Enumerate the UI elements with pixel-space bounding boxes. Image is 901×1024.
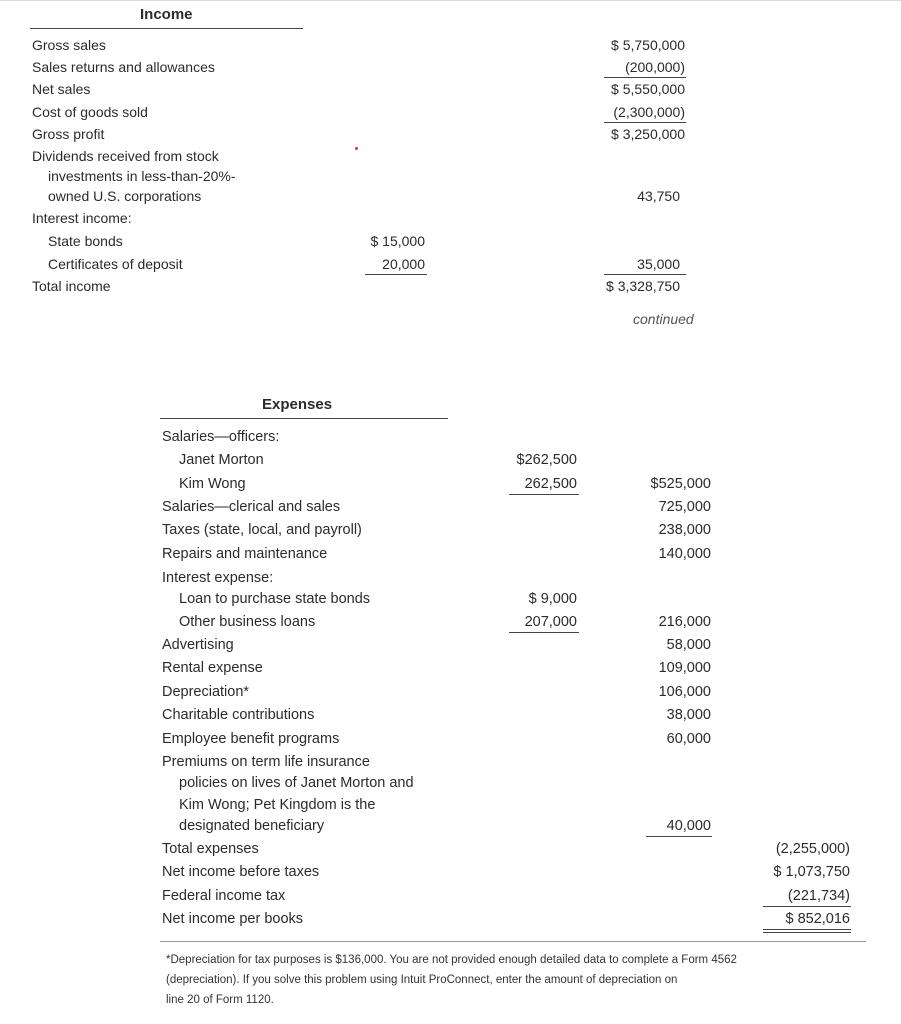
- amount-underline: [604, 274, 686, 275]
- income-amount: $ 5,750,000: [611, 37, 685, 53]
- income-amount: $ 3,328,750: [606, 278, 680, 294]
- expense-amount: 106,000: [658, 684, 711, 700]
- income-row-label: Certificates of deposit: [48, 256, 183, 272]
- expense-row-label: Federal income tax: [162, 888, 286, 904]
- expense-row-label: Loan to purchase state bonds: [179, 591, 371, 607]
- expense-row-label: Premiums on term life insurance: [162, 754, 370, 770]
- income-row-label: Sales returns and allowances: [32, 59, 215, 75]
- income-amount: $ 5,550,000: [611, 81, 685, 97]
- expense-row-label: Salaries—clerical and sales: [162, 499, 341, 515]
- income-row-label: Net sales: [32, 81, 91, 97]
- expense-total: $ 852,016: [785, 911, 850, 927]
- expense-subamount: $ 9,000: [528, 591, 577, 607]
- subamount-underline: [509, 494, 579, 495]
- income-row-label: Gross profit: [32, 126, 105, 142]
- expense-row-label: Other business loans: [179, 614, 316, 630]
- expense-amount: 140,000: [658, 546, 711, 562]
- subamount-underline: [509, 632, 579, 633]
- expense-amount: 725,000: [658, 499, 711, 515]
- expense-row-label: Total expenses: [162, 841, 259, 857]
- red-mark: [355, 147, 358, 150]
- expense-row-label: Rental expense: [162, 660, 263, 676]
- income-amount: $ 3,250,000: [611, 126, 685, 142]
- expense-amount: $525,000: [650, 476, 711, 492]
- income-heading: Income: [140, 6, 193, 23]
- expense-subamount: $262,500: [516, 452, 577, 468]
- expense-row-label: Charitable contributions: [162, 707, 315, 723]
- expense-total: (2,255,000): [775, 841, 850, 857]
- expense-row-label: Janet Morton: [179, 452, 264, 468]
- income-amount: 43,750: [637, 188, 680, 204]
- income-row-label: owned U.S. corporations: [48, 188, 202, 204]
- expense-row-label: Salaries—officers:: [162, 429, 280, 445]
- footnote-rule: [160, 941, 866, 942]
- expense-row-label: Employee benefit programs: [162, 731, 340, 747]
- expense-subamount: 207,000: [524, 614, 577, 630]
- income-amount: (200,000): [625, 59, 685, 75]
- total-double-underline: [763, 932, 851, 933]
- footnote-line: line 20 of Form 1120.: [166, 994, 274, 1006]
- expenses-heading: Expenses: [262, 396, 333, 413]
- expense-amount: 58,000: [666, 637, 711, 653]
- amount-underline: [604, 77, 686, 78]
- total-underline: [763, 929, 851, 930]
- income-row-label: investments in less-than-20%-: [48, 168, 236, 184]
- expense-row-label: Depreciation*: [162, 684, 250, 700]
- expense-amount: 216,000: [658, 614, 711, 630]
- expense-amount: 40,000: [666, 818, 711, 834]
- continued-label: continued: [633, 311, 694, 327]
- footnote-line: (depreciation). If you solve this problem using Intuit ProConnect, enter the amount of depreciation on: [166, 974, 678, 986]
- expense-row-label: policies on lives of Janet Morton and: [179, 775, 414, 791]
- total-underline: [763, 906, 851, 907]
- income-amount: 35,000: [637, 256, 680, 272]
- expense-amount: 60,000: [666, 731, 711, 747]
- income-heading-rule: [30, 28, 303, 29]
- expense-row-label: Advertising: [162, 637, 234, 653]
- income-row-label: Gross sales: [32, 37, 106, 53]
- expense-row-label: Repairs and maintenance: [162, 546, 328, 562]
- income-amount: (2,300,000): [613, 104, 685, 120]
- income-row-label: Dividends received from stock: [32, 148, 219, 164]
- income-row-label: Interest income:: [32, 210, 132, 226]
- expense-amount: 38,000: [666, 707, 711, 723]
- expense-amount: 238,000: [658, 522, 711, 538]
- expense-subamount: 262,500: [524, 476, 577, 492]
- amount-underline: [604, 122, 686, 123]
- expense-row-label: Kim Wong; Pet Kingdom is the: [179, 797, 376, 813]
- footnote-line: *Depreciation for tax purposes is $136,000. You are not provided enough detailed data to complete a Form 4562: [166, 954, 737, 966]
- amount-underline: [646, 836, 712, 837]
- income-row-label: Total income: [32, 278, 111, 294]
- expense-amount: 109,000: [658, 660, 711, 676]
- expense-row-label: designated beneficiary: [179, 818, 325, 834]
- expense-row-label: Taxes (state, local, and payroll): [162, 522, 362, 538]
- expenses-heading-rule: [160, 418, 448, 419]
- expense-total: $ 1,073,750: [773, 864, 850, 880]
- top-border: [0, 0, 901, 1]
- expense-row-label: Net income per books: [162, 911, 304, 927]
- expense-total: (221,734): [787, 888, 850, 904]
- expense-row-label: Interest expense:: [162, 570, 274, 586]
- income-subamount: 20,000: [382, 256, 425, 272]
- income-row-label: Cost of goods sold: [32, 104, 148, 120]
- subamount-underline: [365, 274, 427, 275]
- expense-row-label: Net income before taxes: [162, 864, 320, 880]
- income-row-label: State bonds: [48, 233, 123, 249]
- income-subamount: $ 15,000: [370, 233, 425, 249]
- expense-row-label: Kim Wong: [179, 476, 246, 492]
